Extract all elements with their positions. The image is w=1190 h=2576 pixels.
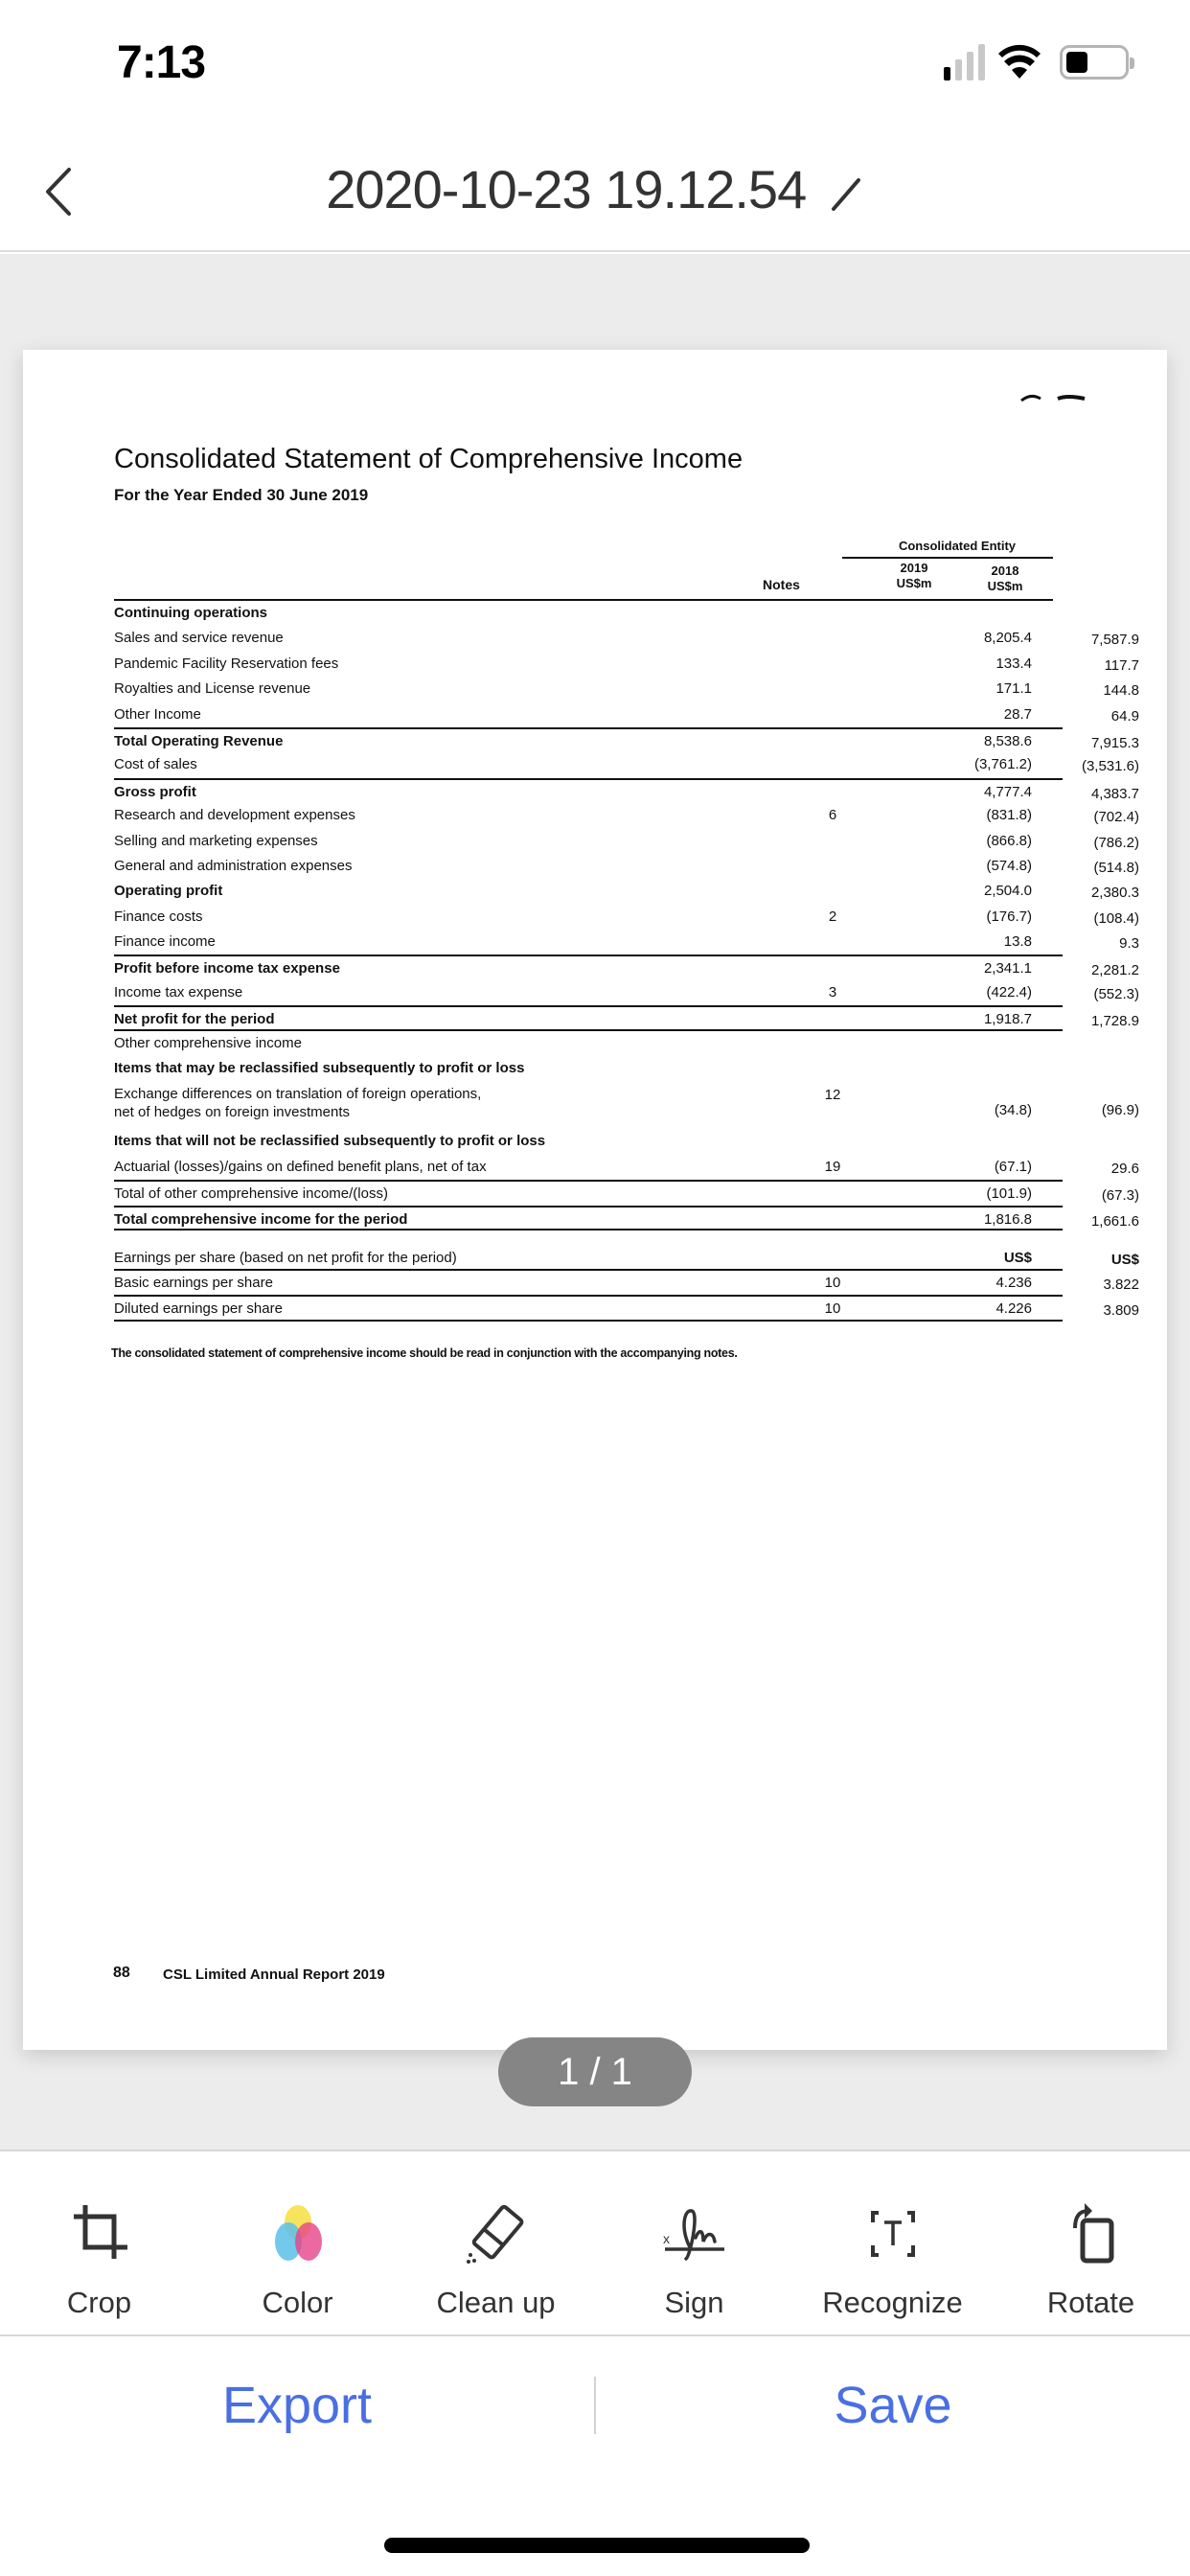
- value-2018: 1,661.6: [1090, 1212, 1139, 1230]
- value-2018: (67.3): [1101, 1187, 1139, 1205]
- statement-subtitle: For the Year Ended 30 June 2019: [114, 486, 369, 504]
- table-row: [114, 930, 1139, 954]
- home-indicator[interactable]: [384, 2538, 810, 2553]
- table-row: [114, 677, 1139, 702]
- table-row: [114, 829, 1139, 854]
- row-note: 10: [824, 1275, 841, 1292]
- value-2018: 7,915.3: [1090, 734, 1139, 751]
- year-label: 2018: [991, 564, 1019, 578]
- value-2018: 9.3: [1119, 935, 1139, 953]
- table-row: [114, 879, 1139, 904]
- value-2019: (67.1): [994, 1158, 1032, 1175]
- row-label-line2: net of hedges on foreign investments: [114, 1104, 350, 1121]
- row-label: Pandemic Facility Reservation fees: [114, 655, 339, 672]
- battery-icon: [1060, 45, 1129, 80]
- save-button[interactable]: Save: [834, 2377, 952, 2434]
- value-2019: 4.236: [995, 1275, 1032, 1292]
- tool-label: Rotate: [1046, 2286, 1135, 2319]
- notes-header: Notes: [763, 577, 800, 592]
- rotate-icon: [1058, 2199, 1125, 2266]
- export-button[interactable]: Export: [221, 2377, 373, 2434]
- table-row: [114, 1206, 1139, 1230]
- value-2019: 8,538.6: [983, 732, 1032, 749]
- value-2019: 28.7: [1003, 705, 1032, 723]
- table-row: [114, 1031, 1063, 1056]
- document-page[interactable]: [23, 350, 1167, 2050]
- text-recognize-icon: [859, 2199, 927, 2266]
- value-2019: (866.8): [986, 832, 1032, 849]
- row-label: Other comprehensive income: [114, 1034, 302, 1051]
- row-label: General and administration expenses: [114, 857, 353, 874]
- table-row: [114, 954, 1139, 979]
- value-2018: (96.9): [1101, 1102, 1139, 1119]
- tool-label: Sign: [664, 2286, 724, 2319]
- row-label: Total comprehensive income for the period: [114, 1210, 408, 1228]
- eraser-icon: [463, 2199, 530, 2266]
- row-label: Gross profit: [114, 783, 196, 800]
- table-row: [114, 1271, 1139, 1296]
- page-indicator: 1 / 1: [498, 2037, 692, 2106]
- value-2019: 4,777.4: [983, 783, 1032, 800]
- table-row: [114, 905, 1139, 930]
- unit-2018: US$: [1110, 1252, 1139, 1268]
- table-row: [114, 1180, 1139, 1205]
- row-label: Finance income: [114, 933, 216, 951]
- row-note: 10: [824, 1300, 841, 1317]
- value-2019: 171.1: [995, 680, 1032, 698]
- row-label: Continuing operations: [114, 605, 267, 621]
- income-statement-table: [114, 601, 1139, 1230]
- row-label: Income tax expense: [114, 983, 243, 1000]
- value-2019: 4.226: [995, 1300, 1032, 1317]
- value-2018: 117.7: [1104, 656, 1139, 674]
- value-2018: 2,380.3: [1090, 885, 1139, 902]
- row-label: Profit before income tax expense: [114, 960, 340, 978]
- tool-label: Crop: [66, 2286, 132, 2319]
- table-row: [114, 1129, 1063, 1154]
- value-2018: (552.3): [1093, 985, 1139, 1002]
- document-canvas[interactable]: [0, 254, 1190, 2150]
- page-number: 88: [113, 1965, 130, 1981]
- sign-button[interactable]: [595, 2151, 793, 2334]
- value-2018: 1,728.9: [1090, 1013, 1139, 1030]
- table-row: [114, 601, 1063, 626]
- tool-label: Color: [262, 2286, 333, 2319]
- value-2018: 7,587.9: [1090, 632, 1139, 649]
- color-button[interactable]: [198, 2151, 397, 2334]
- table-row: [114, 626, 1139, 651]
- edit-toolbar: [0, 2150, 1190, 2336]
- unit-2019: US$: [1003, 1250, 1032, 1266]
- unit-label: US$m: [987, 579, 1023, 593]
- value-2018: (3,531.6): [1081, 758, 1139, 775]
- value-2018: 29.6: [1110, 1160, 1139, 1177]
- value-2019: (3,761.2): [973, 756, 1032, 773]
- footnote: The consolidated statement of comprehensive income should be read in conjunction with the accompanying notes.: [111, 1346, 738, 1360]
- color-filter-icon: [264, 2199, 332, 2266]
- value-2018: 2,281.2: [1090, 962, 1139, 979]
- crop-button[interactable]: [0, 2151, 198, 2334]
- value-2019: 2,504.0: [983, 883, 1032, 900]
- document-title[interactable]: [0, 158, 1190, 220]
- row-label: Items that may be reclassified subsequently to profit or loss: [114, 1060, 525, 1077]
- entity-header: Consolidated Entity: [898, 539, 1017, 553]
- row-label: Cost of sales: [114, 756, 197, 773]
- crop-icon: [66, 2199, 133, 2266]
- value-2019: (831.8): [986, 807, 1032, 824]
- statement-title: Consolidated Statement of Comprehensive Income: [114, 444, 744, 474]
- table-row: [114, 727, 1139, 752]
- value-2019: 2,341.1: [983, 960, 1032, 978]
- row-label: Actuarial (losses)/gains on defined benefit plans, net of tax: [114, 1158, 487, 1175]
- table-row: [114, 980, 1139, 1005]
- year-2018-header: [957, 564, 1053, 594]
- row-label: Diluted earnings per share: [114, 1300, 283, 1317]
- row-label: Sales and service revenue: [114, 630, 284, 647]
- value-2019: 13.8: [1003, 933, 1032, 951]
- action-bar: [0, 2338, 1190, 2472]
- value-2019: 133.4: [995, 655, 1032, 672]
- clean-up-button[interactable]: [397, 2151, 595, 2334]
- row-note: 2: [828, 908, 837, 925]
- cellular-signal-icon: [944, 44, 985, 80]
- tool-label: Clean up: [436, 2286, 556, 2319]
- year-2019-header: [866, 561, 962, 591]
- status-icons: [944, 44, 1129, 80]
- recognize-button[interactable]: [793, 2151, 992, 2334]
- table-row: [114, 854, 1139, 879]
- table-row: [114, 1297, 1139, 1322]
- value-2018: 64.9: [1110, 707, 1139, 724]
- report-title: CSL Limited Annual Report 2019: [163, 1966, 385, 1983]
- value-2018: (514.8): [1093, 859, 1139, 876]
- table-row: [114, 803, 1139, 828]
- row-label: Royalties and License revenue: [114, 680, 311, 698]
- value-2018: 3.822: [1103, 1276, 1139, 1294]
- table-row: [114, 1005, 1139, 1030]
- value-2019: (34.8): [994, 1102, 1032, 1119]
- value-2019: 1,816.8: [983, 1210, 1032, 1228]
- status-bar: [0, 0, 1190, 129]
- value-2018: (702.4): [1093, 809, 1139, 826]
- value-2019: (101.9): [986, 1185, 1032, 1203]
- row-label: Finance costs: [114, 908, 203, 925]
- row-label-line1: Exchange differences on translation of foreign operations,: [114, 1086, 482, 1103]
- signature-icon: [661, 2199, 728, 2266]
- table-row: [114, 752, 1139, 777]
- earnings-per-share-table: [114, 1246, 1139, 1322]
- table-row: [114, 1155, 1139, 1180]
- table-row: [114, 702, 1139, 727]
- table-row: [114, 1246, 1139, 1271]
- row-note: 6: [828, 807, 837, 824]
- table-row: [114, 1081, 1139, 1129]
- row-label: Total of other comprehensive income/(loss): [114, 1185, 388, 1203]
- value-2019: 8,205.4: [983, 630, 1032, 647]
- value-2018: 144.8: [1103, 682, 1139, 700]
- row-label: Other Income: [114, 705, 201, 723]
- row-label: Earnings per share (based on net profit for the period): [114, 1250, 457, 1266]
- value-2018: (108.4): [1093, 909, 1139, 927]
- svg-text:x: x: [662, 2231, 670, 2246]
- row-note: 19: [824, 1158, 841, 1175]
- tool-label: Recognize: [822, 2286, 963, 2319]
- row-label: Basic earnings per share: [114, 1275, 273, 1292]
- row-label: Items that will not be reclassified subsequently to profit or loss: [114, 1133, 546, 1150]
- table-row: [114, 1056, 1063, 1081]
- row-note: 3: [828, 983, 837, 1000]
- status-time: 7:13: [117, 37, 206, 88]
- value-2019: (422.4): [986, 983, 1032, 1000]
- wifi-icon: [998, 44, 1041, 80]
- row-label: Net profit for the period: [114, 1011, 275, 1028]
- pencil-icon[interactable]: [826, 172, 864, 215]
- unit-label: US$m: [896, 576, 932, 590]
- value-2019: (176.7): [986, 908, 1032, 925]
- nav-bar: [0, 129, 1190, 252]
- row-label: Research and development expenses: [114, 807, 355, 824]
- row-label: [114, 1085, 481, 1121]
- row-label: Selling and marketing expenses: [114, 832, 318, 849]
- row-label: Total Operating Revenue: [114, 732, 284, 749]
- year-label: 2019: [900, 561, 928, 575]
- value-2018: 3.809: [1103, 1301, 1139, 1319]
- value-2019: 1,918.7: [983, 1011, 1032, 1028]
- document-title-text: 2020-10-23 19.12.54: [326, 159, 807, 219]
- divider: [842, 557, 1053, 559]
- value-2018: (786.2): [1093, 834, 1139, 851]
- table-row: [114, 778, 1139, 803]
- row-note: 12: [824, 1087, 841, 1104]
- value-2019: (574.8): [986, 857, 1032, 874]
- table-row: [114, 652, 1139, 677]
- rotate-button[interactable]: [992, 2151, 1190, 2334]
- value-2018: 4,383.7: [1090, 785, 1139, 802]
- scan-mark: [1019, 393, 1091, 402]
- row-label: Operating profit: [114, 883, 223, 900]
